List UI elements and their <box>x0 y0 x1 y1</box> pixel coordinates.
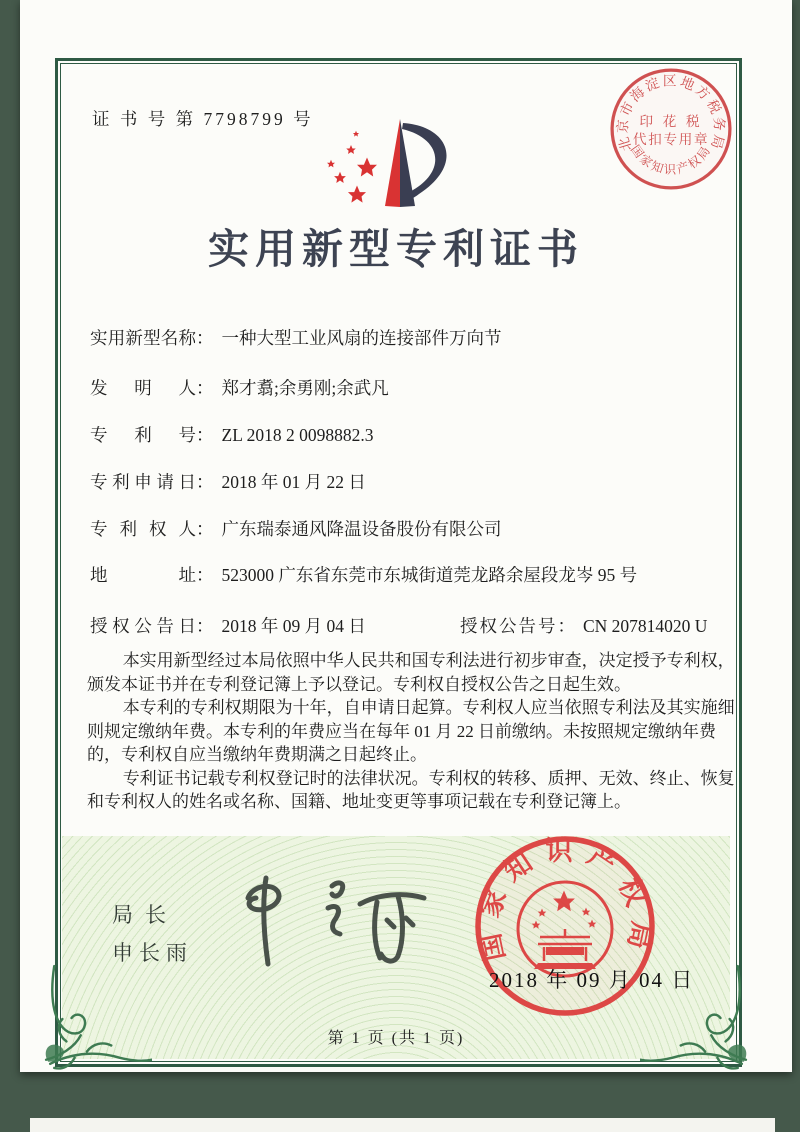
field-value: 523000 广东省东莞市东城街道莞龙路余屋段龙岑 95 号 <box>221 565 638 585</box>
legal-paragraph: 本专利的专利权期限为十年，自申请日起算。专利权人应当依照专利法及其实施细则规定缴纳年费。本专利的年费应当在每年 01 月 22 日前缴纳。未按照规定缴纳年费的，专利权自应当缴纳年费期满之日起终止。 <box>87 698 735 764</box>
field-label: 授权公告日 <box>90 616 196 636</box>
field-row-patent-number <box>90 422 373 447</box>
field-colon: ： <box>196 472 214 492</box>
director-title: 局长 <box>112 903 178 927</box>
field-value: 一种大型工业风扇的连接部件万向节 <box>221 328 502 348</box>
underlying-page-edge <box>30 1118 775 1132</box>
field-row-name <box>90 325 502 350</box>
director-signature-icon <box>228 864 428 972</box>
field-colon: ： <box>196 425 214 445</box>
field-row-filing-date <box>90 469 366 494</box>
stamp-center-line2: 代扣专用章 <box>632 132 710 148</box>
field-colon: ： <box>557 616 575 636</box>
field-colon: ： <box>196 328 214 348</box>
field-row-grant-date <box>90 613 746 638</box>
field-label: 专利申请日 <box>90 472 196 492</box>
field-row-address <box>90 562 637 587</box>
seal-date: 2018 年 09 月 04 日 <box>489 968 695 992</box>
field-value: ZL 2018 2 0098882.3 <box>221 425 374 445</box>
field-row-patentee <box>90 516 502 541</box>
corner-flourish-icon <box>40 962 152 1074</box>
field-label: 专利号 <box>90 425 196 445</box>
field-value: 广东瑞泰通风降温设备股份有限公司 <box>221 519 502 539</box>
field-value: 郑才翥;余勇刚;余武凡 <box>221 378 389 398</box>
field-colon: ： <box>196 519 214 539</box>
field-colon: ： <box>196 616 214 636</box>
stamp-center-line1: 印 花 税 <box>639 113 703 129</box>
field-row-inventors <box>90 375 389 400</box>
field-label: 专利权人 <box>90 519 196 539</box>
field-colon: ： <box>196 565 214 585</box>
field-label: 授权公告号 <box>460 616 558 636</box>
stamp-arc-bottom-text: 国家知识产权局 <box>627 142 715 177</box>
seal-arc-text: 国家知识产权局 <box>472 835 658 964</box>
cnipa-patent-logo-icon <box>323 112 473 214</box>
field-label: 发明人 <box>90 378 196 398</box>
field-label: 实用新型名称 <box>90 328 196 348</box>
director-name: 申长雨 <box>112 941 193 965</box>
stamp-arc-top-text: 北京市海淀区地方税务局 <box>614 73 728 153</box>
cnipa-official-seal-icon <box>470 833 662 1025</box>
field-value: CN 207814020 U <box>583 616 708 636</box>
field-value: 2018 年 01 月 22 日 <box>221 472 366 492</box>
field-value: 2018 年 09 月 04 日 <box>221 616 366 636</box>
legal-paragraph: 本实用新型经过本局依照中华人民共和国专利法进行初步审查，决定授予专利权，颁发本证书并在专利登记簿上予以登记。专利权自授权公告之日起生效。 <box>87 651 735 694</box>
tax-stamp-seal-icon <box>606 64 736 194</box>
legal-text-block <box>87 649 745 814</box>
grant-publication-number <box>460 613 707 638</box>
field-label: 地址 <box>90 565 196 585</box>
certificate-title: 实用新型专利证书 <box>208 226 584 272</box>
page-footer: 第 1 页 (共 1 页) <box>327 1030 465 1047</box>
certificate-number: 证 书 号 第 7798799 号 <box>92 109 314 129</box>
field-colon: ： <box>196 378 214 398</box>
legal-paragraph: 专利证书记载专利权登记时的法律状况。专利权的转移、质押、无效、终止、恢复和专利权人的姓名或名称、国籍、地址变更等事项记载在专利登记簿上。 <box>87 768 735 811</box>
